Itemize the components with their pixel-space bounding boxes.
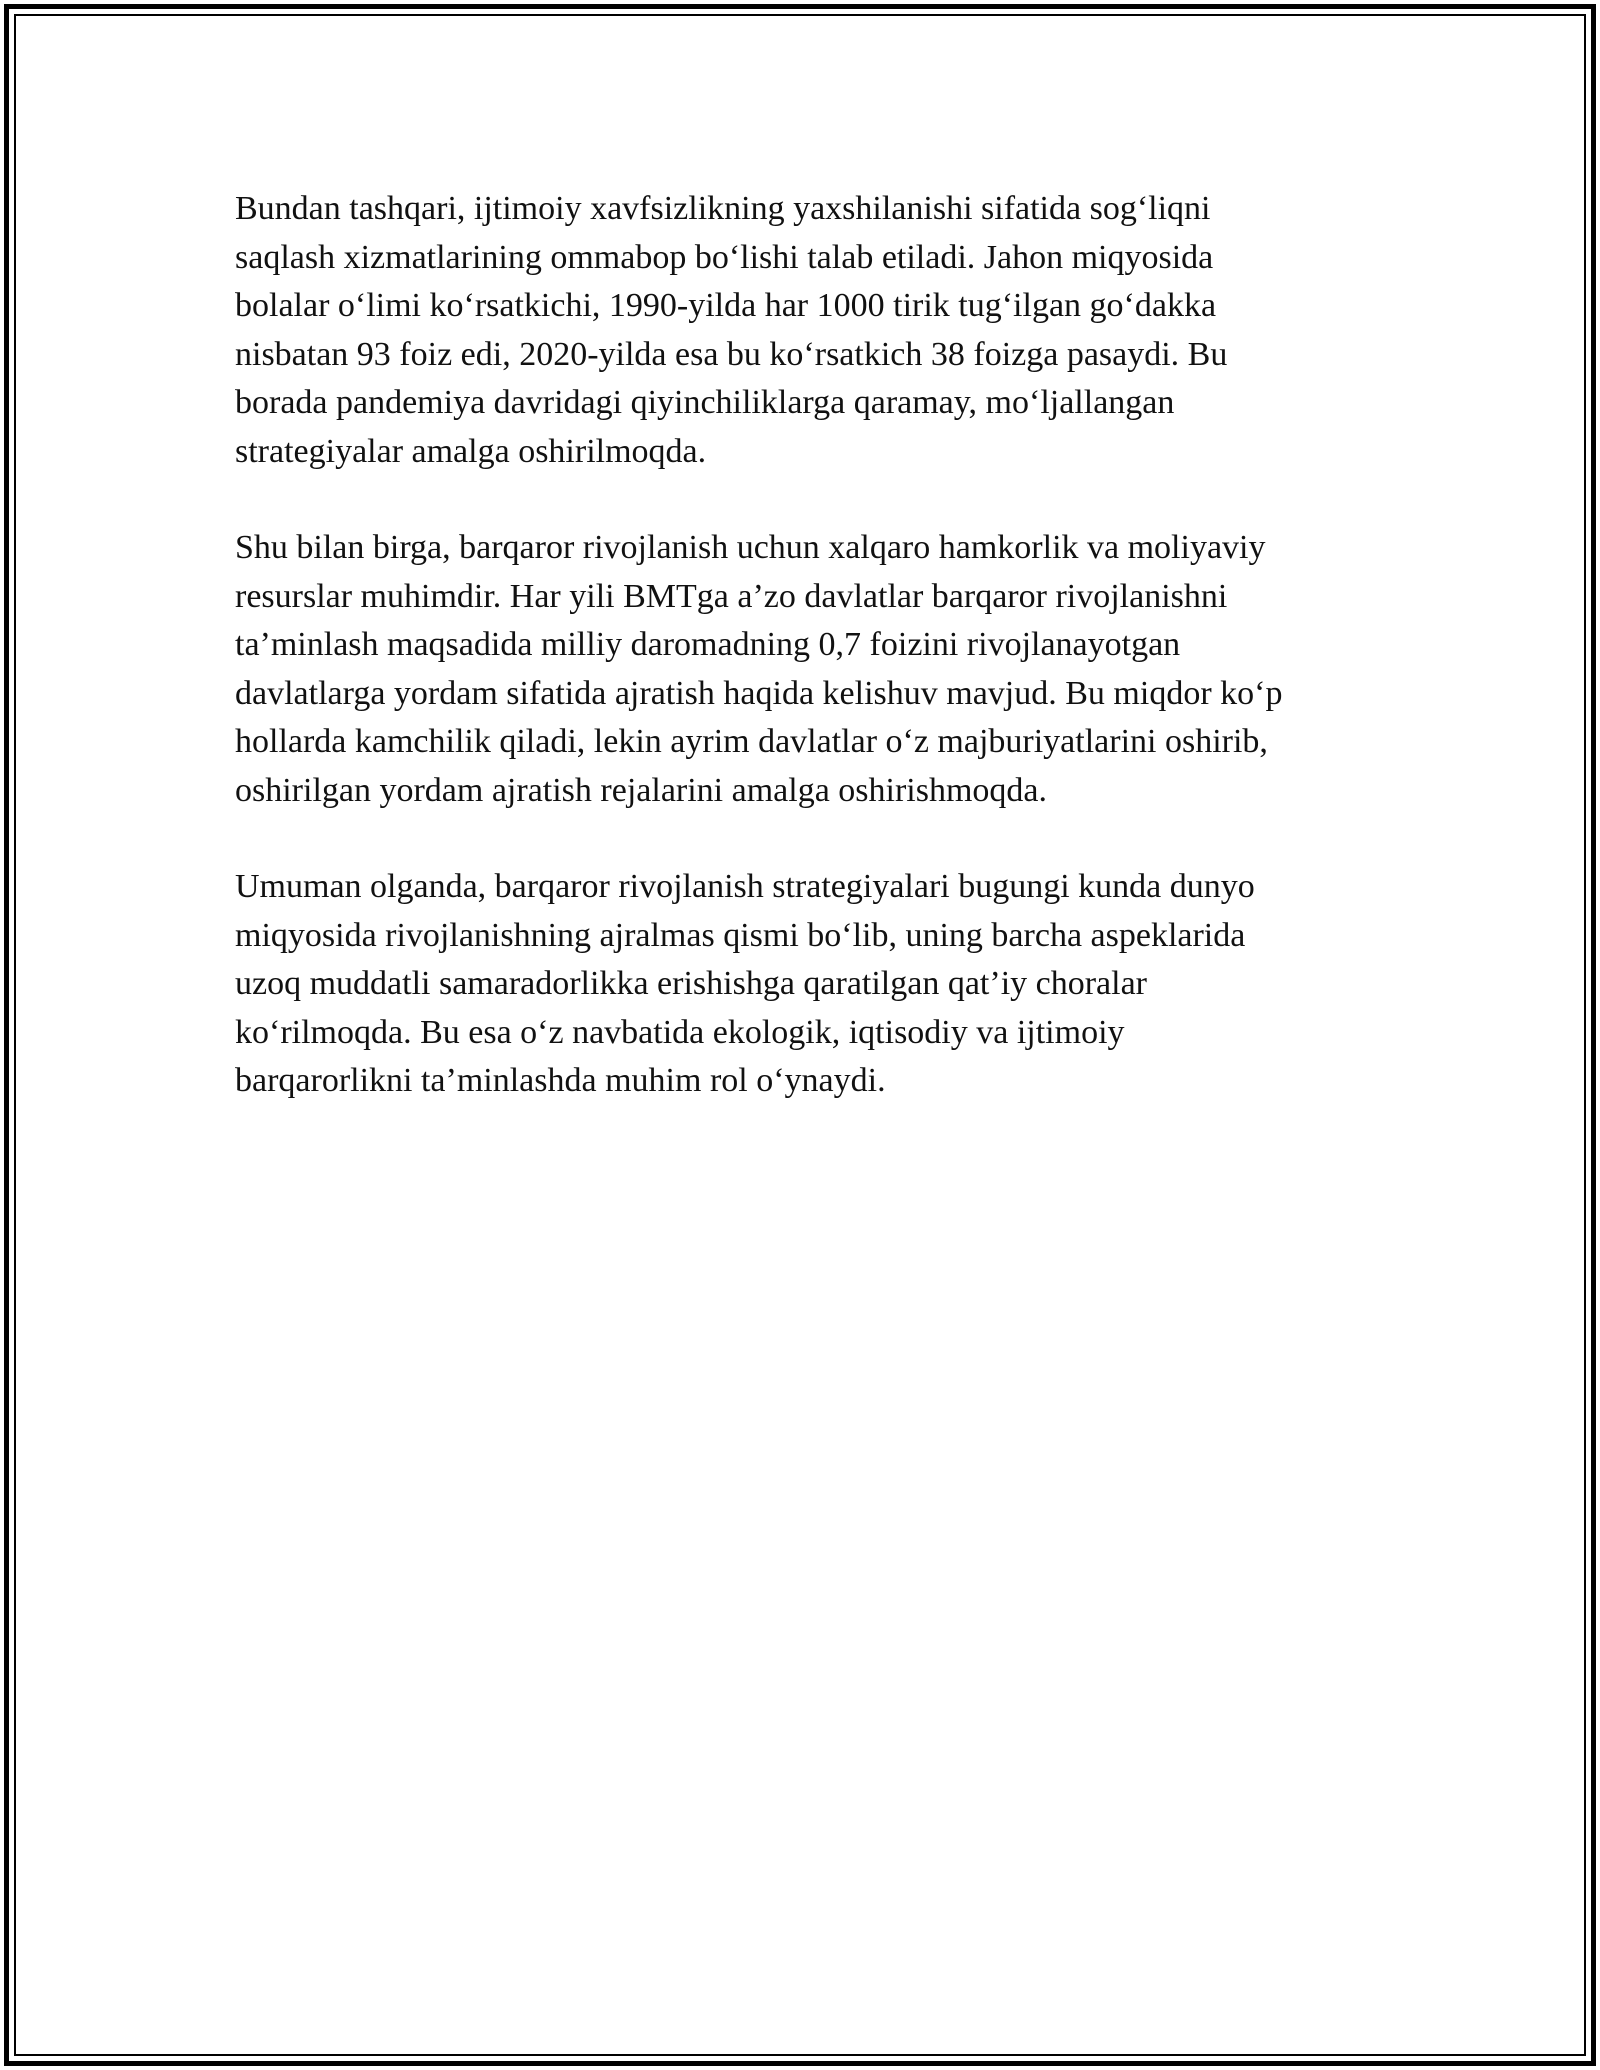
- paragraph-1: [235, 185, 1405, 476]
- paragraph-line: barqarorlikni ta’minlashda muhim rol o‘ynaydi.: [235, 1062, 886, 1099]
- paragraph-line: borada pandemiya davridagi qiyinchiliklarga qaramay, mo‘ljallangan: [235, 384, 1175, 421]
- paragraph-line: hollarda kamchilik qiladi, lekin ayrim davlatlar o‘z majburiyatlarini oshirib,: [235, 723, 1268, 760]
- paragraph-line: bolalar o‘limi ko‘rsatkichi, 1990-yilda har 1000 tirik tug‘ilgan go‘dakka: [235, 287, 1217, 324]
- paragraph-line: Bundan tashqari, ijtimoiy xavfsizlikning yaxshilanishi sifatida sog‘liqni: [235, 190, 1211, 227]
- paragraph-line: strategiyalar amalga oshirilmoqda.: [235, 432, 707, 470]
- paragraph-line: Umuman olganda, barqaror rivojlanish strategiyalari bugungi kunda dunyo: [235, 868, 1255, 905]
- paragraph-line: saqlash xizmatlarining ommabop bo‘lishi talab etiladi. Jahon miqyosida: [235, 238, 1214, 276]
- paragraph-3: [235, 863, 1405, 1106]
- paragraph-line: davlatlarga yordam sifatida ajratish haqida kelishuv mavjud. Bu miqdor ko‘p: [235, 674, 1283, 712]
- paragraph-line: nisbatan 93 foiz edi, 2020-yilda esa bu ko‘rsatkich 38 foizga pasaydi. Bu: [235, 335, 1228, 373]
- paragraph-line: Shu bilan birga, barqaror rivojlanish uchun xalqaro hamkorlik va moliyaviy: [235, 529, 1266, 566]
- paragraph-2: [235, 524, 1405, 815]
- document-body: [235, 185, 1405, 1154]
- paragraph-line: miqyosida rivojlanishning ajralmas qismi bo‘lib, uning barcha aspeklarida: [235, 916, 1246, 954]
- paragraph-line: resurslar muhimdir. Har yili BMTga a’zo davlatlar barqaror rivojlanishni: [235, 577, 1228, 615]
- paragraph-line: oshirilgan yordam ajratish rejalarini amalga oshirishmoqda.: [235, 771, 1047, 809]
- paragraph-line: uzoq muddatli samaradorlikka erishishga qaratilgan qat’iy choralar: [235, 965, 1148, 1002]
- paragraph-line: ko‘rilmoqda. Bu esa o‘z navbatida ekologik, iqtisodiy va ijtimoiy: [235, 1013, 1125, 1051]
- paragraph-line: ta’minlash maqsadida milliy daromadning 0,7 foizini rivojlanayotgan: [235, 626, 1181, 663]
